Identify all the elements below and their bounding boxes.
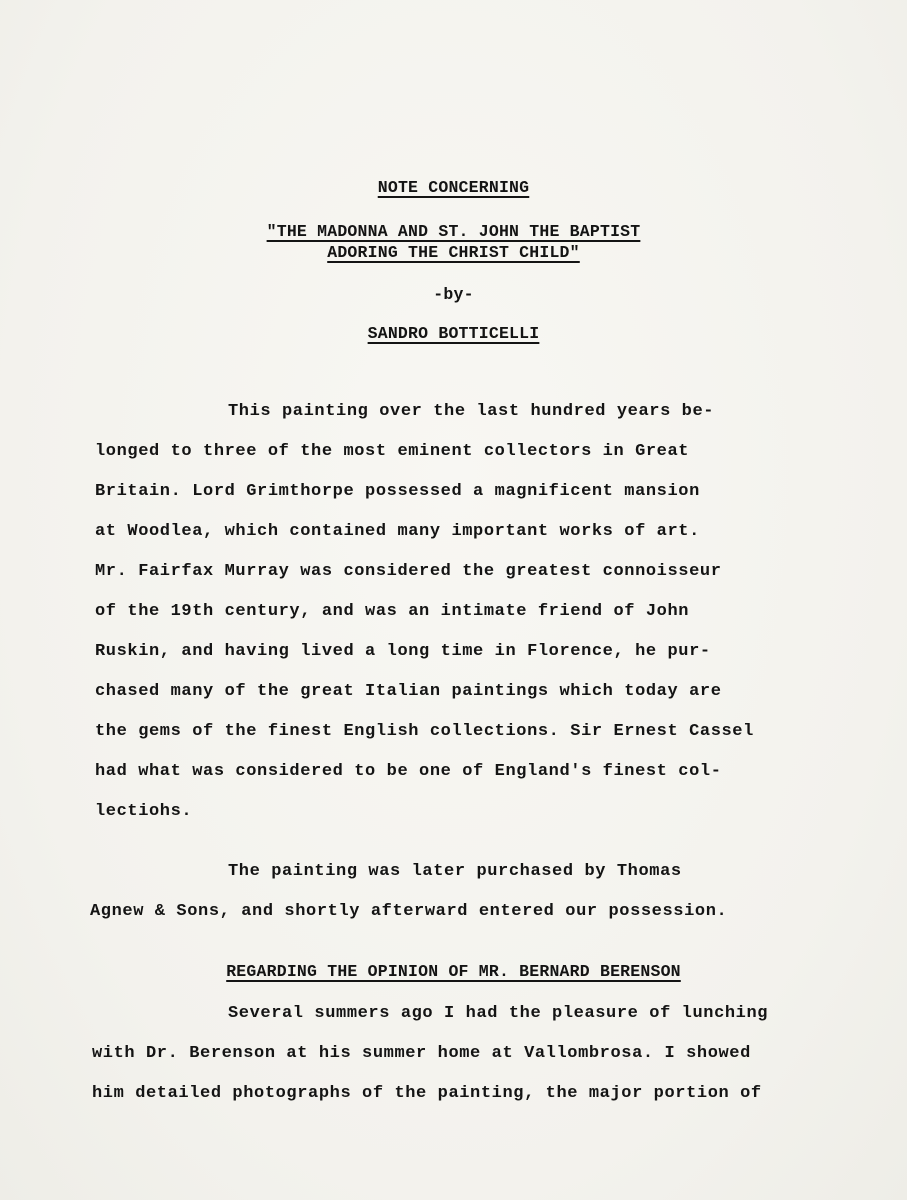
title-artist — [0, 324, 907, 343]
title-by — [0, 285, 907, 304]
paragraph-1-line: at Woodlea, which contained many important works of art. — [95, 522, 700, 541]
paragraph-3-line: him detailed photographs of the painting, the major portion of — [92, 1084, 762, 1103]
paragraph-1-line: chased many of the great Italian paintings which today are — [95, 682, 722, 701]
paragraph-1-line: Mr. Fairfax Murray was considered the greatest connoisseur — [95, 562, 722, 581]
paragraph-1-line: Ruskin, and having lived a long time in Florence, he pur- — [95, 642, 711, 661]
paragraph-1-line: lectiohs. — [95, 802, 193, 821]
paragraph-1-line: had what was considered to be one of England's finest col- — [95, 762, 722, 781]
paragraph-1-line: longed to three of the most eminent collectors in Great — [95, 442, 690, 461]
title-painting-line-2 — [0, 243, 907, 262]
paragraph-1-line: the gems of the finest English collections. Sir Ernest Cassel — [95, 722, 754, 741]
section-heading-text: REGARDING THE OPINION OF MR. BERNARD BERENSON — [226, 962, 681, 981]
paragraph-1-line: This painting over the last hundred years be- — [228, 402, 715, 421]
title-line: ADORING THE CHRIST CHILD" — [327, 243, 580, 262]
title-line: SANDRO BOTTICELLI — [367, 324, 540, 343]
section-heading-berenson — [0, 962, 907, 981]
title-line: "THE MADONNA AND ST. JOHN THE BAPTIST — [266, 222, 641, 241]
paragraph-2-line: Agnew & Sons, and shortly afterward entered our possession. — [90, 902, 728, 921]
paragraph-1-line: Britain. Lord Grimthorpe possessed a magnificent mansion — [95, 482, 700, 501]
paragraph-3-line: with Dr. Berenson at his summer home at Vallombrosa. I showed — [92, 1044, 751, 1063]
paragraph-2-line: The painting was later purchased by Thomas — [228, 862, 682, 881]
title-painting-line-1 — [0, 222, 907, 241]
paragraph-3-line: Several summers ago I had the pleasure of lunching — [228, 1004, 769, 1023]
title-note-concerning — [0, 178, 907, 197]
paragraph-1-line: of the 19th century, and was an intimate friend of John — [95, 602, 690, 621]
title-line: -by- — [433, 285, 474, 304]
title-line: NOTE CONCERNING — [377, 178, 530, 197]
